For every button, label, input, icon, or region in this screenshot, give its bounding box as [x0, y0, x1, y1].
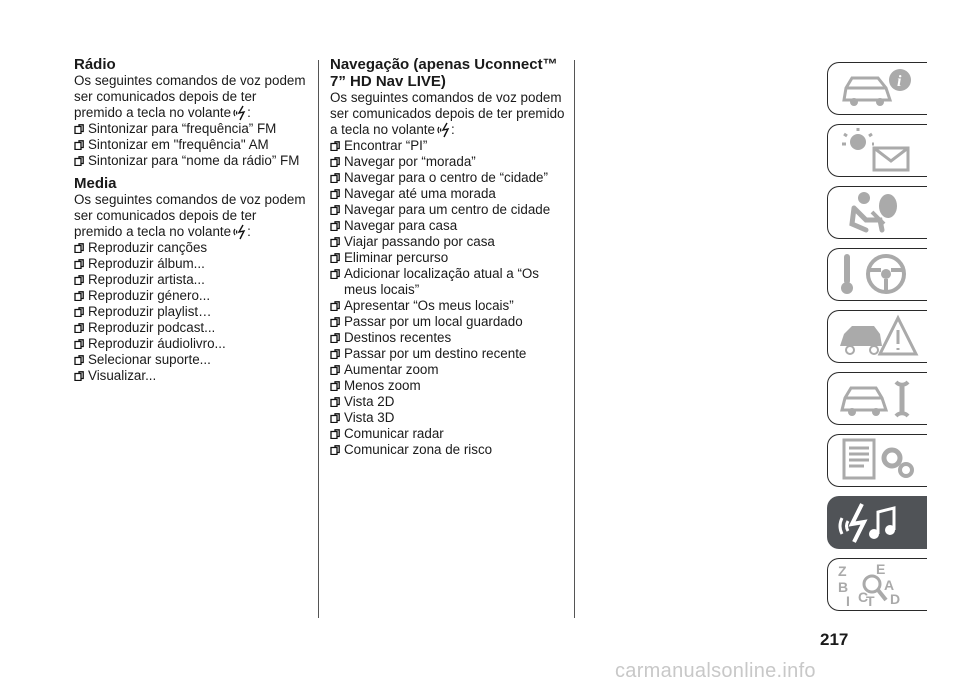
svg-text:T: T [866, 593, 875, 607]
list-item: Reproduzir artista... [74, 272, 306, 288]
list-item: Reproduzir playlist… [74, 304, 306, 320]
car-info-icon [836, 66, 920, 111]
checkbox-bullet-icon [330, 221, 340, 231]
car-wrench-icon [836, 376, 920, 421]
list-item: Visualizar... [74, 368, 306, 384]
checkbox-bullet-icon [330, 173, 340, 183]
chapter-tab-5[interactable] [827, 310, 927, 363]
checkbox-bullet-icon [330, 141, 340, 151]
checkbox-bullet-icon [330, 237, 340, 247]
checkbox-bullet-icon [330, 381, 340, 391]
voice-command-icon [233, 224, 247, 240]
navigation-intro: Os seguintes comandos de voz podem ser comunicados depois de ter premido a tecla no volante : [330, 90, 565, 137]
seat-airbag-icon [836, 190, 920, 235]
middle-column [330, 56, 566, 458]
checkbox-bullet-icon [330, 413, 340, 423]
checkbox-bullet-icon [74, 323, 84, 333]
checkbox-bullet-icon [330, 445, 340, 455]
specifications-gear-icon [836, 438, 920, 483]
warning-light-message-icon [836, 128, 920, 173]
svg-text:C: C [858, 589, 869, 605]
checkbox-bullet-icon [74, 307, 84, 317]
list-item: Reproduzir podcast... [74, 320, 306, 336]
checkbox-bullet-icon [74, 355, 84, 365]
list-item: Reproduzir álbum... [74, 256, 306, 272]
list-item: Eliminar percurso [330, 250, 566, 266]
list-item: Comunicar zona de risco [330, 442, 566, 458]
list-item: Viajar passando por casa [330, 234, 566, 250]
checkbox-bullet-icon [330, 397, 340, 407]
svg-text:I: I [846, 593, 850, 607]
list-item: Menos zoom [330, 378, 566, 394]
list-item: Navegar até uma morada [330, 186, 566, 202]
alphabetical-index-icon [836, 562, 920, 607]
multimedia-voice-music-icon [836, 500, 920, 545]
svg-text:Z: Z [838, 563, 847, 579]
media-command-list [74, 240, 306, 384]
checkbox-bullet-icon [330, 157, 340, 167]
list-item: Apresentar “Os meus locais” [330, 298, 566, 314]
list-item: Passar por um destino recente [330, 346, 566, 362]
chapter-tab-9[interactable] [827, 558, 927, 611]
checkbox-bullet-icon [74, 140, 84, 150]
section-heading-media: Media [74, 175, 117, 192]
checkbox-bullet-icon [74, 371, 84, 381]
checkbox-bullet-icon [74, 243, 84, 253]
checkbox-bullet-icon [74, 124, 84, 134]
list-item: Sintonizar para “frequência” FM [74, 121, 306, 137]
checkbox-bullet-icon [330, 365, 340, 375]
navigation-command-list [330, 138, 566, 458]
checkbox-bullet-icon [330, 269, 340, 279]
checkbox-bullet-icon [330, 333, 340, 343]
checkbox-bullet-icon [330, 429, 340, 439]
chapter-tab-2[interactable] [827, 124, 927, 177]
list-item: Navegar para o centro de “cidade” [330, 170, 566, 186]
checkbox-bullet-icon [330, 349, 340, 359]
radio-intro: Os seguintes comandos de voz podem ser comunicados depois de ter premido a tecla no volante : [74, 73, 306, 120]
checkbox-bullet-icon [74, 156, 84, 166]
list-item: Selecionar suporte... [74, 352, 306, 368]
chapter-tab-7[interactable] [827, 434, 927, 487]
column-divider [574, 60, 575, 618]
svg-text:B: B [838, 579, 849, 595]
svg-text:E: E [876, 562, 886, 577]
list-item: Vista 3D [330, 410, 566, 426]
page-number: 217 [820, 630, 849, 649]
list-item: Adicionar localização atual a “Os meus locais” [330, 266, 566, 298]
chapter-tab-1[interactable] [827, 62, 927, 115]
key-steering-wheel-icon [836, 252, 920, 297]
list-item: Comunicar radar [330, 426, 566, 442]
checkbox-bullet-icon [330, 317, 340, 327]
list-item: Navegar para um centro de cidade [330, 202, 566, 218]
watermark: carmanualsonline.info [615, 660, 816, 682]
radio-command-list [74, 121, 306, 169]
checkbox-bullet-icon [330, 205, 340, 215]
column-divider [318, 60, 319, 618]
section-heading-radio: Rádio [74, 56, 116, 73]
checkbox-bullet-icon [330, 253, 340, 263]
chapter-tab-6[interactable] [827, 372, 927, 425]
checkbox-bullet-icon [330, 301, 340, 311]
list-item: Encontrar “PI” [330, 138, 566, 154]
list-item: Aumentar zoom [330, 362, 566, 378]
list-item: Reproduzir género... [74, 288, 306, 304]
list-item: Vista 2D [330, 394, 566, 410]
car-emergency-icon [836, 314, 920, 359]
chapter-tab-8-active[interactable] [827, 496, 927, 549]
chapter-tab-4[interactable] [827, 248, 927, 301]
list-item: Passar por um local guardado [330, 314, 566, 330]
list-item: Reproduzir áudiolivro... [74, 336, 306, 352]
list-item: Sintonizar em "frequência" AM [74, 137, 306, 153]
voice-command-icon [437, 122, 451, 138]
voice-command-icon [233, 105, 247, 121]
list-item: Destinos recentes [330, 330, 566, 346]
checkbox-bullet-icon [74, 339, 84, 349]
list-item: Navegar por “morada” [330, 154, 566, 170]
list-item: Sintonizar para “nome da rádio” FM [74, 153, 306, 169]
list-item: Navegar para casa [330, 218, 566, 234]
chapter-tab-3[interactable] [827, 186, 927, 239]
checkbox-bullet-icon [74, 259, 84, 269]
svg-text:i: i [897, 73, 902, 90]
svg-text:D: D [890, 591, 901, 607]
left-column [74, 56, 306, 384]
svg-text:A: A [884, 577, 895, 593]
list-item: Reproduzir canções [74, 240, 306, 256]
checkbox-bullet-icon [74, 291, 84, 301]
section-heading-navigation: Navegação (apenas Uconnect™ 7” HD Nav LIVE) [330, 56, 558, 90]
checkbox-bullet-icon [74, 275, 84, 285]
media-intro: Os seguintes comandos de voz podem ser comunicados depois de ter premido a tecla no volante : [74, 192, 306, 239]
checkbox-bullet-icon [330, 189, 340, 199]
